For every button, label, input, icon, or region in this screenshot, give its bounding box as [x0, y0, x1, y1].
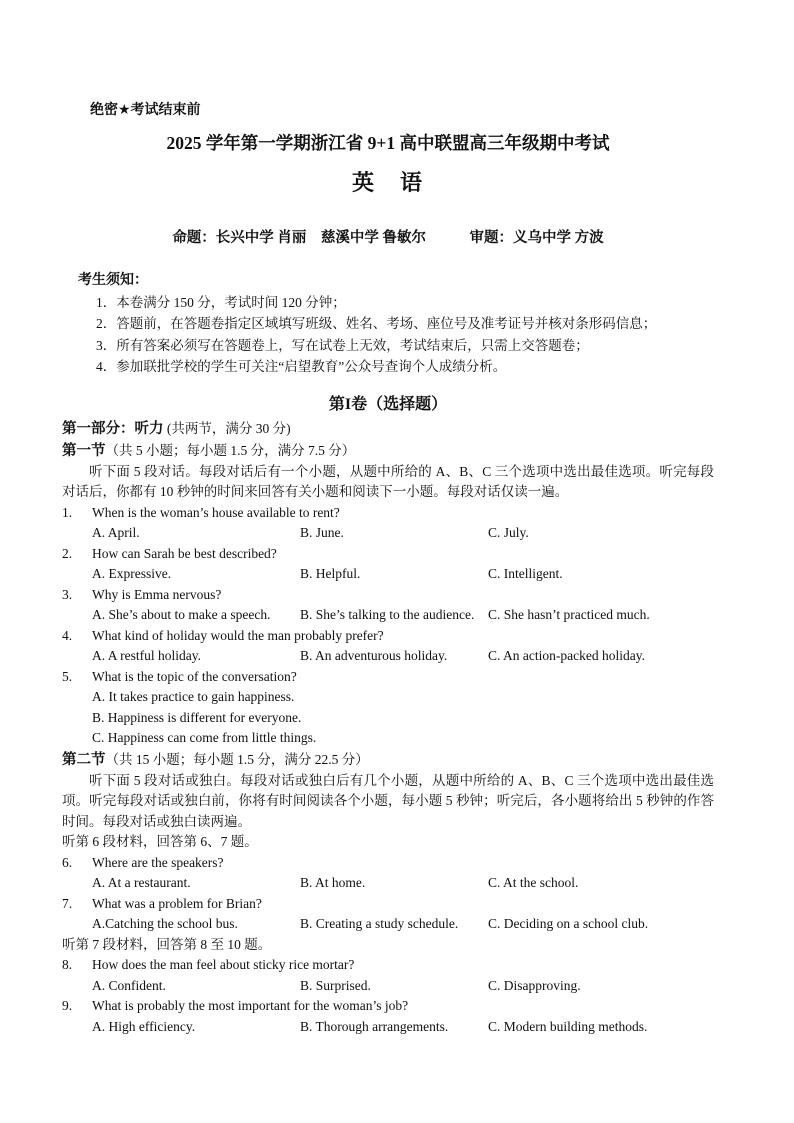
section1-heading-rest: （共 5 小题；每小题 1.5 分，满分 7.5 分）	[105, 442, 356, 458]
question-4-number: 4.	[62, 627, 73, 643]
question-5-stem: What is the topic of the conversation?	[92, 668, 297, 684]
question-8-stem: How does the man feel about sticky rice mortar?	[92, 957, 355, 972]
part1-heading-bold: 第一部分：听力	[62, 420, 164, 437]
section2-heading-rest: （共 15 小题；每小题 1.5 分，满分 22.5 分）	[105, 751, 369, 767]
section1-heading-bold: 第一节	[62, 442, 106, 459]
question-2-text	[62, 544, 714, 565]
question-1-number: 1.	[62, 504, 73, 520]
question-8-number: 8.	[62, 957, 73, 972]
question-5-option-c: C. Happiness can come from little things.	[92, 730, 317, 745]
question-2	[62, 544, 714, 585]
question-5-options	[92, 687, 714, 749]
question-6-options	[92, 873, 714, 894]
question-8-option-b: B. Surprised.	[300, 977, 371, 993]
question-7-number: 7.	[62, 895, 73, 911]
question-9-text	[62, 996, 714, 1017]
question-9-number: 9.	[62, 998, 73, 1013]
question-9-options	[92, 1017, 714, 1038]
question-3-option-a: A. She’s about to make a speech.	[92, 607, 271, 622]
question-1	[62, 503, 714, 544]
question-7-option-b: B. Creating a study schedule.	[300, 916, 459, 931]
question-8-options	[92, 976, 714, 997]
question-3	[62, 585, 714, 626]
question-3-option-b: B. She’s talking to the audience.	[300, 607, 475, 622]
notice-item-1: 1．本卷满分 150 分，考试时间 120 分钟；	[96, 294, 346, 310]
question-1-stem: When is the woman’s house available to rent?	[92, 504, 340, 520]
question-6-option-b: B. At home.	[300, 875, 366, 890]
question-7-text	[62, 894, 714, 915]
question-6-option-a: A. At a restaurant.	[92, 875, 191, 890]
question-2-number: 2.	[62, 545, 73, 561]
section2-instructions: 听下面 5 段对话或独白。每段对话或独白后有几个小题，从题中所给的 A、B、C 三个选项中选出最佳选项。听完每段对话或独白前，你将有时间阅读各个小题，每小题 5 秒钟；听完后，各小题将给出 5 秒钟的作答时间。每段对话或独白读两遍。	[62, 772, 714, 829]
notice-item-4: 4．参加联批学校的学生可关注“启望教育”公众号查询个人成绩分析。	[96, 359, 507, 374]
question-7	[62, 894, 714, 935]
notice-section	[62, 270, 714, 378]
section2-heading	[62, 749, 714, 771]
material-note-7: 听第 7 段材料，回答第 8 至 10 题。	[62, 936, 272, 952]
question-1-option-a: A. April.	[92, 525, 140, 540]
question-8-text	[62, 955, 714, 976]
question-8-option-c: C. Disapproving.	[488, 977, 581, 993]
question-7-option-a: A.Catching the school bus.	[92, 916, 238, 931]
question-9	[62, 996, 714, 1037]
part1-heading	[62, 418, 714, 440]
question-2-options	[92, 564, 714, 585]
committee-line: 命题：长兴中学 肖丽 慈溪中学 鲁敏尔 审题：义乌中学 方波	[172, 230, 604, 246]
part1-heading-rest: (共两节，满分 30 分)	[163, 420, 291, 436]
question-3-text	[62, 585, 714, 606]
question-4-options	[92, 646, 714, 667]
question-1-text	[62, 503, 714, 524]
notice-item-2: 2．答题前，在答题卷指定区域填写班级、姓名、考场、座位号及准考证号并核对条形码信息；	[96, 316, 657, 331]
question-5-number: 5.	[62, 668, 73, 684]
question-9-option-c: C. Modern building methods.	[488, 1018, 648, 1034]
question-4-option-a: A. A restful holiday.	[92, 648, 201, 663]
exam-title: 2025 学年第一学期浙江省 9+1 高中联盟高三年级期中考试	[166, 133, 610, 153]
question-7-stem: What was a problem for Brian?	[92, 895, 262, 911]
question-3-stem: Why is Emma nervous?	[92, 586, 222, 602]
section1-instructions: 听下面 5 段对话。每段对话后有一个小题，从题中所给的 A、B、C 三个选项中选出最佳选项。听完每段对话后，你都有 10 秒钟的时间来回答有关小题和阅读下一小题。每段对话仅读一遍。	[62, 463, 714, 499]
question-8	[62, 955, 714, 996]
question-9-option-b: B. Thorough arrangements.	[300, 1018, 449, 1034]
question-6	[62, 853, 714, 894]
question-1-options	[92, 523, 714, 544]
question-6-number: 6.	[62, 854, 73, 870]
question-7-option-c: C. Deciding on a school club.	[488, 916, 649, 931]
notice-heading: 考生须知：	[78, 273, 148, 288]
question-9-option-a: A. High efficiency.	[92, 1018, 196, 1034]
question-2-stem: How can Sarah be best described?	[92, 545, 277, 561]
volume-heading: 第I卷（选择题）	[328, 395, 448, 413]
secrecy-label: 绝密★考试结束前	[90, 101, 201, 117]
material-note-6: 听第 6 段材料，回答第 6、7 题。	[62, 834, 258, 849]
notice-item-3: 3．所有答案必须写在答题卷上，写在试卷上无效，考试结束后，只需上交答题卷；	[96, 337, 589, 353]
question-1-option-b: B. June.	[300, 525, 344, 540]
section2-heading-bold: 第二节	[62, 751, 106, 768]
question-2-option-a: A. Expressive.	[92, 566, 172, 581]
question-1-option-c: C. July.	[488, 525, 529, 540]
question-6-text	[62, 853, 714, 874]
question-3-number: 3.	[62, 586, 73, 602]
question-5	[62, 667, 714, 749]
question-6-option-c: C. At the school.	[488, 875, 579, 890]
question-3-option-c: C. She hasn’t practiced much.	[488, 607, 650, 622]
question-3-options	[92, 605, 714, 626]
subject-title: 英 语	[351, 170, 424, 195]
question-2-option-b: B. Helpful.	[300, 566, 361, 581]
question-4-stem: What kind of holiday would the man probably prefer?	[92, 627, 384, 643]
question-4-text	[62, 626, 714, 647]
question-7-options	[92, 914, 714, 935]
question-4	[62, 626, 714, 667]
question-5-text	[62, 667, 714, 688]
question-4-option-c: C. An action-packed holiday.	[488, 648, 645, 663]
question-5-option-b: B. Happiness is different for everyone.	[92, 709, 302, 725]
question-6-stem: Where are the speakers?	[92, 854, 224, 870]
question-5-option-a: A. It takes practice to gain happiness.	[92, 689, 295, 704]
section1-heading	[62, 440, 714, 462]
question-2-option-c: C. Intelligent.	[488, 566, 563, 581]
question-9-stem: What is probably the most important for the woman’s job?	[92, 998, 409, 1013]
question-4-option-b: B. An adventurous holiday.	[300, 648, 448, 663]
question-8-option-a: A. Confident.	[92, 977, 166, 993]
